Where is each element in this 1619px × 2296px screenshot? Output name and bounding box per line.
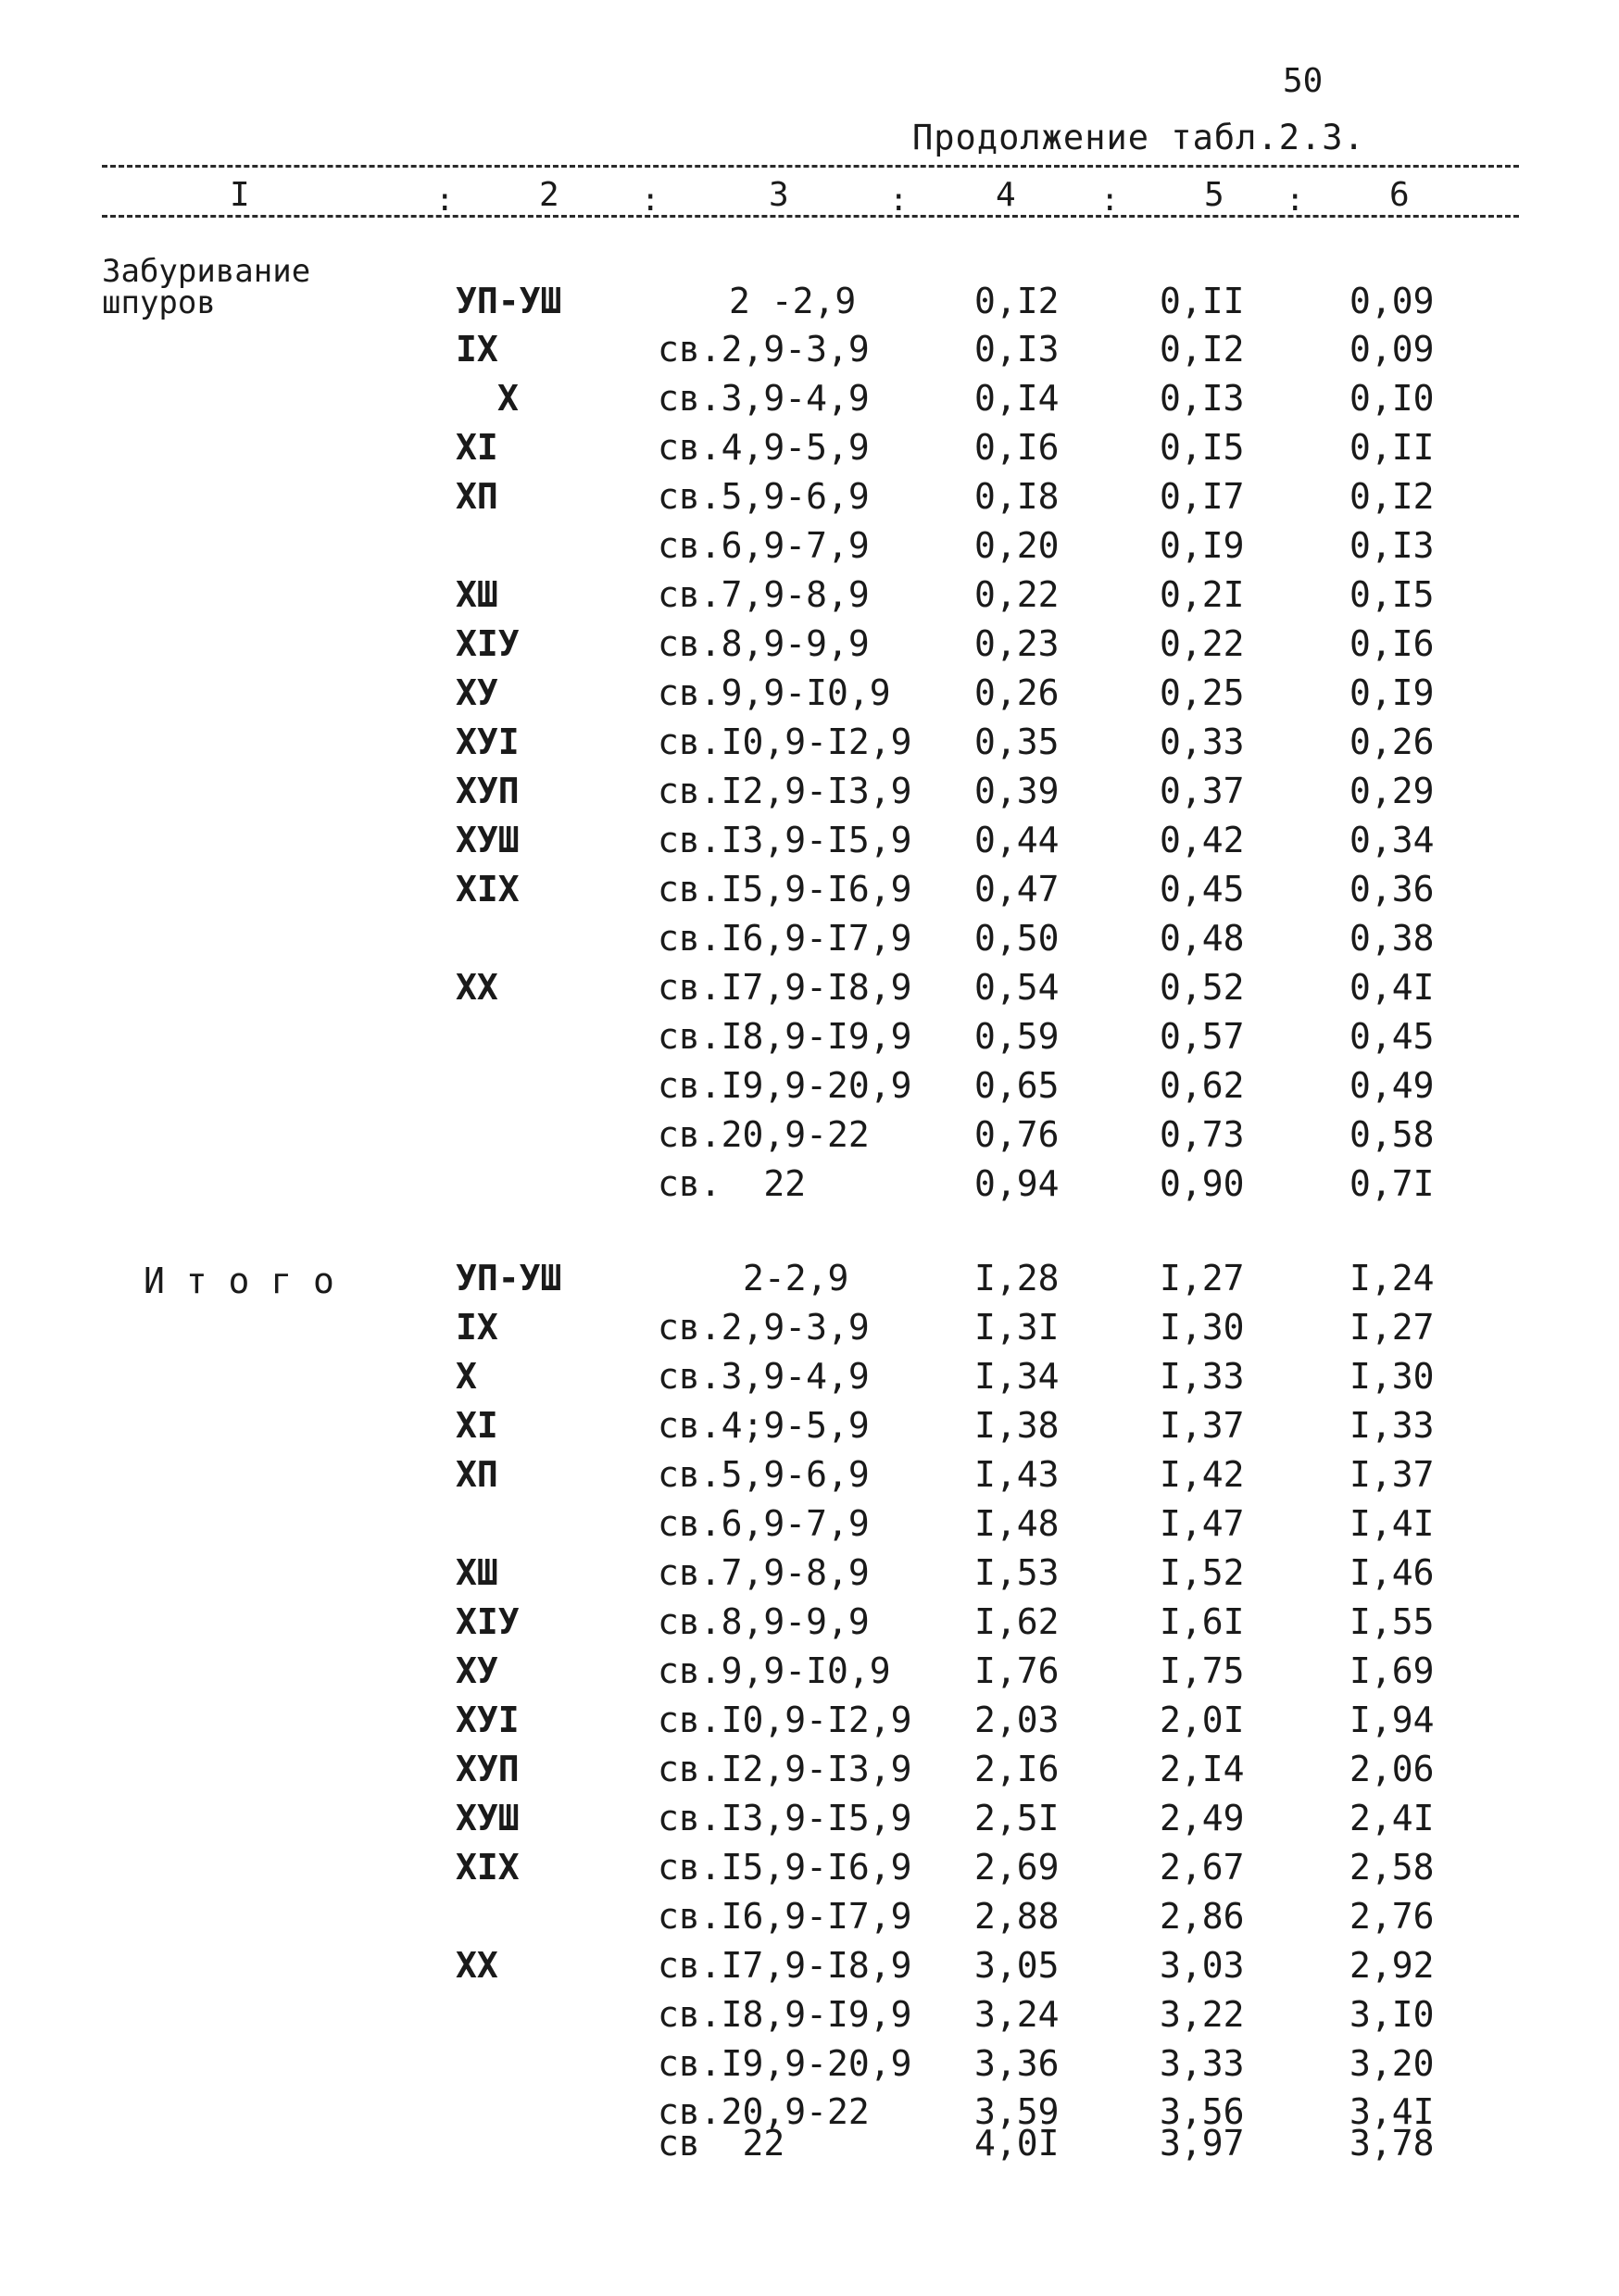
cell-col6: 2,76 (1349, 1896, 1435, 1937)
cell-col4: 0,I2 (974, 281, 1060, 321)
table-continuation-caption: Продолжение табл.2.3. (912, 118, 1365, 157)
cell-col4: 2,5I (974, 1798, 1060, 1838)
cell-range: св.20,9-22 (658, 2091, 870, 2132)
cell-col6: 0,36 (1349, 869, 1435, 910)
cell-col6: I,69 (1349, 1650, 1435, 1691)
column-separator: : (1100, 182, 1120, 219)
cell-col4: 0,59 (974, 1016, 1060, 1057)
cell-col4: 0,I8 (974, 476, 1060, 517)
cell-range: св.I9,9-20,9 (658, 2043, 912, 2084)
cell-col6: 2,4I (1349, 1798, 1435, 1838)
cell-category: XП (456, 1454, 498, 1495)
cell-col5: 0,2I (1160, 574, 1245, 615)
cell-col4: 0,26 (974, 672, 1060, 713)
cell-col5: I,37 (1160, 1405, 1245, 1446)
cell-col6: 0,I2 (1349, 476, 1435, 517)
cell-col5: 0,I5 (1160, 427, 1245, 468)
cell-col6: 0,34 (1349, 820, 1435, 860)
cell-col5: 0,33 (1160, 721, 1245, 762)
cell-col5: 0,25 (1160, 672, 1245, 713)
cell-col5: 3,56 (1160, 2091, 1245, 2132)
cell-col5: I,6I (1160, 1601, 1245, 1642)
cell-category: X (456, 1356, 477, 1397)
column-number-6: 6 (1389, 176, 1410, 214)
cell-col6: I,27 (1349, 1307, 1435, 1348)
section-label-drilling (102, 253, 311, 321)
cell-col4: 0,20 (974, 525, 1060, 566)
cell-col6: 0,I5 (1349, 574, 1435, 615)
section-label-total: И т о г о (144, 1261, 334, 1301)
cell-col5: I,27 (1160, 1258, 1245, 1299)
page-number: 50 (1283, 62, 1324, 100)
cell-category: XIX (456, 869, 520, 910)
cell-range: св.5,9-6,9 (658, 476, 870, 517)
cell-range: св.I2,9-I3,9 (658, 1749, 912, 1789)
cell-range: св.7,9-8,9 (658, 1552, 870, 1593)
cell-col4: 2,03 (974, 1700, 1060, 1740)
cell-category: УП-УШ (456, 281, 562, 321)
cell-col4: I,34 (974, 1356, 1060, 1397)
cell-range: св.20,9-22 (658, 1114, 870, 1155)
cell-col4: I,28 (974, 1258, 1060, 1299)
cell-range: св.I2,9-I3,9 (658, 771, 912, 811)
cell-col6: 0,I6 (1349, 623, 1435, 664)
cell-range: св.3,9-4,9 (658, 378, 870, 419)
cell-range: св.I0,9-I2,9 (658, 721, 912, 762)
cell-col4: I,3I (974, 1307, 1060, 1348)
cell-category: XУ (456, 1650, 498, 1691)
cell-col5: I,30 (1160, 1307, 1245, 1348)
cell-category: XУП (456, 771, 520, 811)
cell-category: XIУ (456, 623, 520, 664)
column-separator: : (435, 182, 455, 219)
cell-col5: 2,86 (1160, 1896, 1245, 1937)
cell-range: св.I6,9-I7,9 (658, 918, 912, 959)
cell-range: св.8,9-9,9 (658, 623, 870, 664)
cell-col4: I,53 (974, 1552, 1060, 1593)
cell-col6: 0,I3 (1349, 525, 1435, 566)
column-separator: : (1286, 182, 1305, 219)
cell-col5: 2,0I (1160, 1700, 1245, 1740)
header-rule-bottom (102, 215, 1519, 218)
cell-category: X (497, 378, 519, 419)
column-number-2: 2 (539, 176, 559, 214)
cell-col6: 0,7I (1349, 1163, 1435, 1204)
cell-col5: 3,33 (1160, 2043, 1245, 2084)
cell-range: св.5,9-6,9 (658, 1454, 870, 1495)
cell-col5: 0,90 (1160, 1163, 1245, 1204)
cell-col5: 2,49 (1160, 1798, 1245, 1838)
cell-category: XП (456, 476, 498, 517)
cell-col4: 0,76 (974, 1114, 1060, 1155)
cell-col4: 3,24 (974, 1994, 1060, 2035)
column-number-5: 5 (1204, 176, 1224, 214)
cell-col6: I,4I (1349, 1503, 1435, 1544)
cell-col6: 0,58 (1349, 1114, 1435, 1155)
cell-range: св.I7,9-I8,9 (658, 967, 912, 1008)
cell-col6: I,37 (1349, 1454, 1435, 1495)
cell-col6: 3,20 (1349, 2043, 1435, 2084)
header-rule-top (102, 165, 1519, 168)
cell-col4: 0,I6 (974, 427, 1060, 468)
cell-range: св.8,9-9,9 (658, 1601, 870, 1642)
cell-col5: 2,67 (1160, 1847, 1245, 1888)
cell-col6: I,46 (1349, 1552, 1435, 1593)
cell-category: XX (456, 1945, 498, 1986)
cell-category: IX (456, 329, 498, 370)
cell-col4: 0,65 (974, 1065, 1060, 1106)
cell-col5: 0,42 (1160, 820, 1245, 860)
cell-col4: 3,59 (974, 2091, 1060, 2132)
cell-range: 2-2,9 (743, 1258, 849, 1299)
section-label-line: шпуров (102, 284, 216, 321)
cell-col6: 0,4I (1349, 967, 1435, 1008)
cell-range: св.I7,9-I8,9 (658, 1945, 912, 1986)
cell-col5: 0,II (1160, 281, 1245, 321)
cell-range: св.I0,9-I2,9 (658, 1700, 912, 1740)
cell-col5: I,42 (1160, 1454, 1245, 1495)
cell-category: XУI (456, 1700, 520, 1740)
cell-col6: 3,78 (1349, 2123, 1435, 2164)
cell-range: св.4;9-5,9 (658, 1405, 870, 1446)
cell-range: св.6,9-7,9 (658, 1503, 870, 1544)
cell-col6: 2,92 (1349, 1945, 1435, 1986)
cell-col6: 0,I0 (1349, 378, 1435, 419)
cell-col4: 0,47 (974, 869, 1060, 910)
cell-col4: I,76 (974, 1650, 1060, 1691)
column-number-4: 4 (996, 176, 1016, 214)
cell-col4: 0,35 (974, 721, 1060, 762)
cell-range: св.I3,9-I5,9 (658, 1798, 912, 1838)
cell-range: св.I5,9-I6,9 (658, 1847, 912, 1888)
cell-col4: I,48 (974, 1503, 1060, 1544)
cell-col5: 0,I3 (1160, 378, 1245, 419)
cell-category: XX (456, 967, 498, 1008)
column-number-1: I (230, 176, 250, 214)
cell-col4: 2,I6 (974, 1749, 1060, 1789)
cell-col4: 3,05 (974, 1945, 1060, 1986)
cell-col4: 0,39 (974, 771, 1060, 811)
cell-col4: 2,88 (974, 1896, 1060, 1937)
cell-col4: 0,44 (974, 820, 1060, 860)
cell-col6: 0,I9 (1349, 672, 1435, 713)
cell-col4: 4,0I (974, 2123, 1060, 2164)
cell-col4: 3,36 (974, 2043, 1060, 2084)
cell-range: св. 22 (658, 1163, 807, 1204)
cell-col5: 0,73 (1160, 1114, 1245, 1155)
cell-col6: I,94 (1349, 1700, 1435, 1740)
cell-category: XIУ (456, 1601, 520, 1642)
cell-range: св.I8,9-I9,9 (658, 1016, 912, 1057)
cell-category: XIX (456, 1847, 520, 1888)
cell-col4: 2,69 (974, 1847, 1060, 1888)
cell-range: св.9,9-I0,9 (658, 672, 891, 713)
cell-col6: 0,09 (1349, 281, 1435, 321)
cell-col6: I,33 (1349, 1405, 1435, 1446)
cell-category: XУI (456, 721, 520, 762)
column-separator: : (889, 182, 909, 219)
column-number-3: 3 (769, 176, 789, 214)
cell-col5: 0,I7 (1160, 476, 1245, 517)
cell-range: св.3,9-4,9 (658, 1356, 870, 1397)
cell-col6: I,24 (1349, 1258, 1435, 1299)
cell-col4: 0,22 (974, 574, 1060, 615)
cell-range: св.I9,9-20,9 (658, 1065, 912, 1106)
cell-col6: 0,49 (1349, 1065, 1435, 1106)
cell-col6: 0,38 (1349, 918, 1435, 959)
cell-col5: 3,22 (1160, 1994, 1245, 2035)
cell-col4: 0,54 (974, 967, 1060, 1008)
cell-range: св.7,9-8,9 (658, 574, 870, 615)
cell-range: св.I3,9-I5,9 (658, 820, 912, 860)
cell-category: XШ (456, 1552, 498, 1593)
cell-col6: 3,I0 (1349, 1994, 1435, 2035)
cell-col6: 0,29 (1349, 771, 1435, 811)
cell-col5: I,75 (1160, 1650, 1245, 1691)
cell-category: XШ (456, 574, 498, 615)
cell-col6: I,30 (1349, 1356, 1435, 1397)
cell-col5: 2,I4 (1160, 1749, 1245, 1789)
cell-range: св.2,9-3,9 (658, 1307, 870, 1348)
cell-col4: 0,50 (974, 918, 1060, 959)
cell-category: XI (456, 1405, 498, 1446)
cell-col5: 0,I2 (1160, 329, 1245, 370)
cell-col5: I,33 (1160, 1356, 1245, 1397)
cell-col4: 0,I3 (974, 329, 1060, 370)
cell-col5: 0,22 (1160, 623, 1245, 664)
cell-category: XУШ (456, 1798, 520, 1838)
cell-category: XУП (456, 1749, 520, 1789)
cell-col5: 0,45 (1160, 869, 1245, 910)
cell-col5: 3,03 (1160, 1945, 1245, 1986)
cell-range: св.6,9-7,9 (658, 525, 870, 566)
cell-col4: I,43 (974, 1454, 1060, 1495)
cell-category: XI (456, 427, 498, 468)
cell-col4: I,38 (974, 1405, 1060, 1446)
cell-col6: 0,45 (1349, 1016, 1435, 1057)
cell-col5: 0,62 (1160, 1065, 1245, 1106)
cell-range: 2 -2,9 (729, 281, 857, 321)
cell-range: св.4,9-5,9 (658, 427, 870, 468)
cell-col5: 0,48 (1160, 918, 1245, 959)
cell-range: св.I5,9-I6,9 (658, 869, 912, 910)
cell-col6: 0,II (1349, 427, 1435, 468)
cell-category: УП-УШ (456, 1258, 562, 1299)
cell-col4: 0,I4 (974, 378, 1060, 419)
cell-col5: 0,37 (1160, 771, 1245, 811)
cell-range: св.2,9-3,9 (658, 329, 870, 370)
cell-col5: I,47 (1160, 1503, 1245, 1544)
cell-col5: I,52 (1160, 1552, 1245, 1593)
cell-range: св.I6,9-I7,9 (658, 1896, 912, 1937)
cell-col4: I,62 (974, 1601, 1060, 1642)
cell-col5: 0,57 (1160, 1016, 1245, 1057)
cell-category: IX (456, 1307, 498, 1348)
cell-range: св 22 (658, 2123, 785, 2164)
cell-col6: 3,4I (1349, 2091, 1435, 2132)
cell-col6: 2,06 (1349, 1749, 1435, 1789)
cell-col6: I,55 (1349, 1601, 1435, 1642)
section-label-line: Забуривание (102, 253, 311, 290)
cell-col5: 0,I9 (1160, 525, 1245, 566)
column-separator: : (641, 182, 660, 219)
cell-range: св.I8,9-I9,9 (658, 1994, 912, 2035)
cell-col6: 2,58 (1349, 1847, 1435, 1888)
cell-range: св.9,9-I0,9 (658, 1650, 891, 1691)
cell-category: XУШ (456, 820, 520, 860)
cell-col5: 0,52 (1160, 967, 1245, 1008)
cell-col4: 0,23 (974, 623, 1060, 664)
cell-category: XУ (456, 672, 498, 713)
cell-col6: 0,09 (1349, 329, 1435, 370)
cell-col6: 0,26 (1349, 721, 1435, 762)
cell-col5: 3,97 (1160, 2123, 1245, 2164)
cell-col4: 0,94 (974, 1163, 1060, 1204)
